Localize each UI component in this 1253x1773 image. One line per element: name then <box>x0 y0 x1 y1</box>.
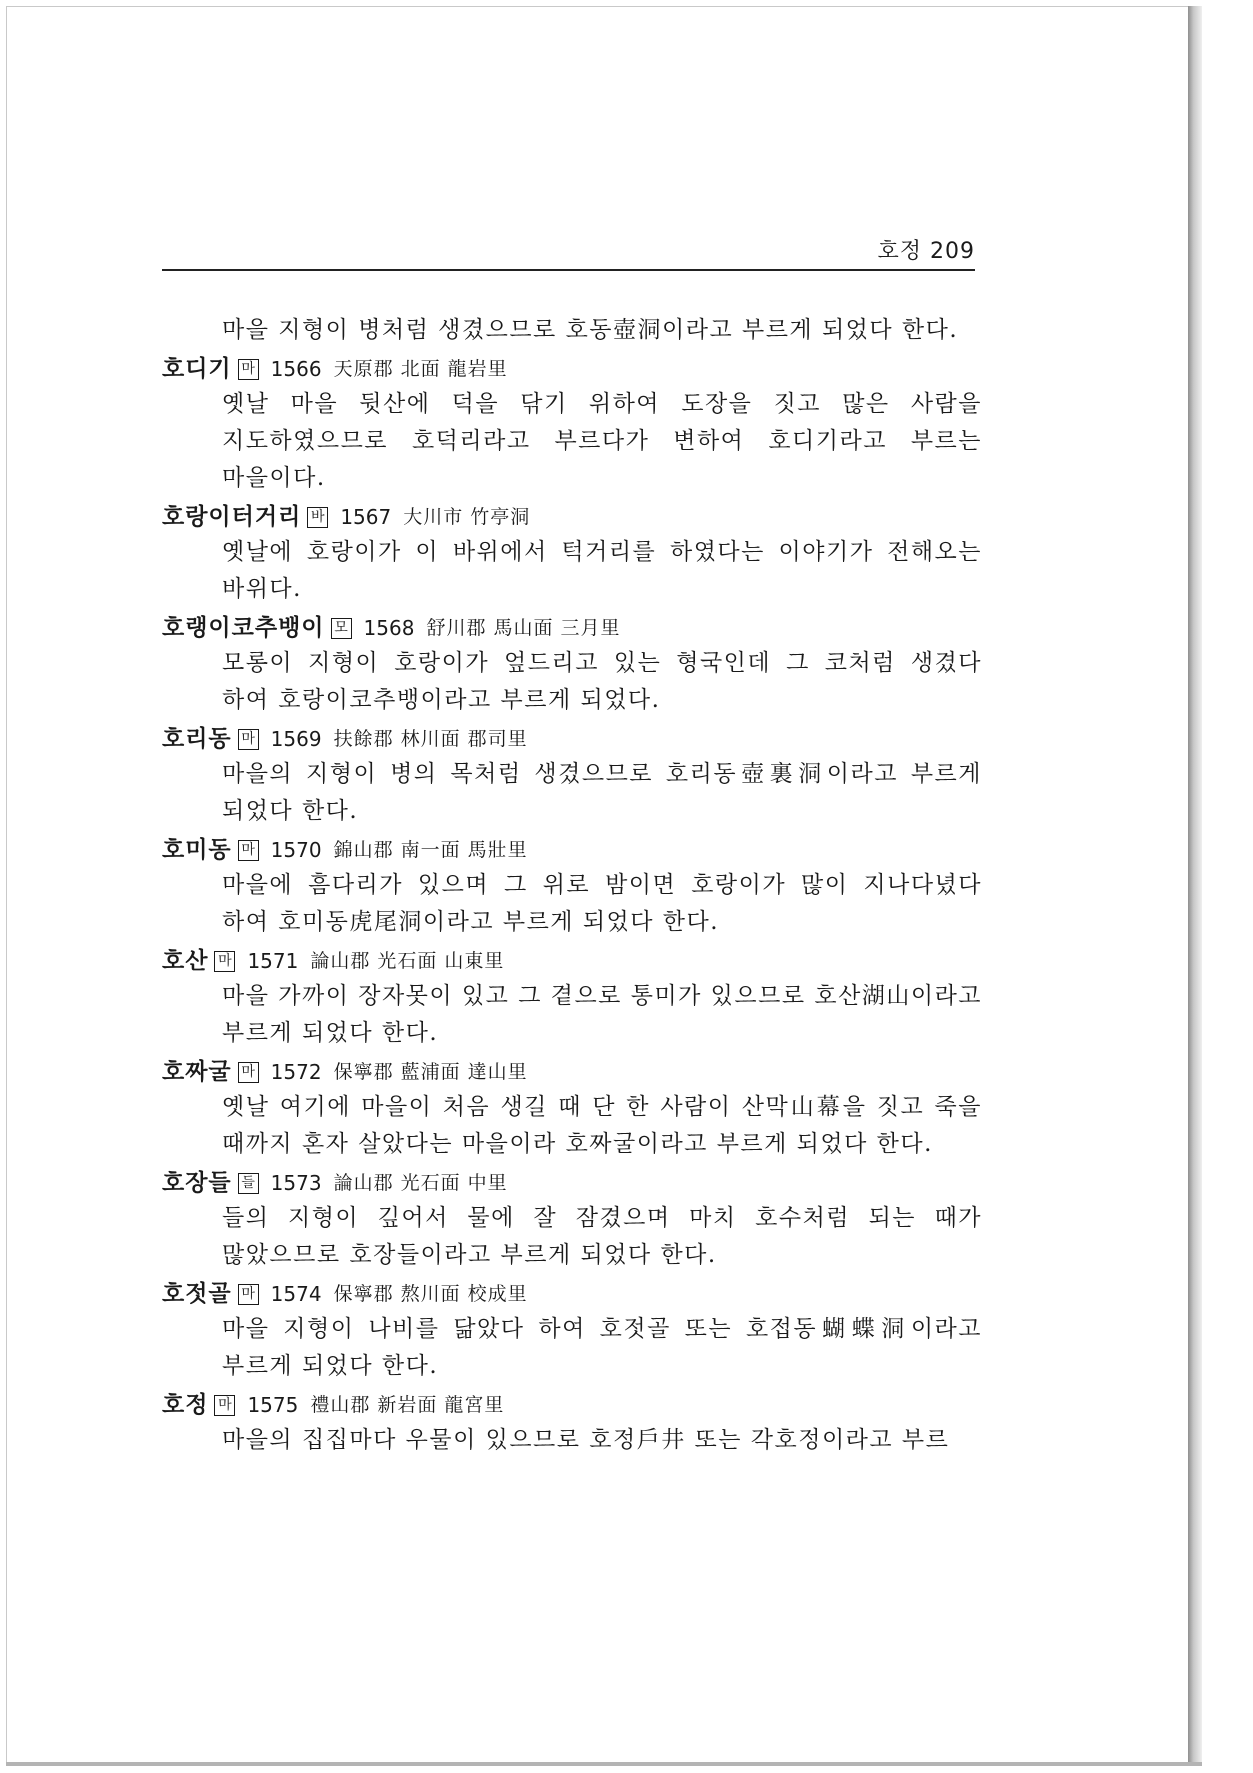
entry-description: 마을 가까이 장자못이 있고 그 곁으로 통미가 있으므로 호산湖山이라고 부르게 되었다 한다. <box>222 983 982 1046</box>
entry-location: 保寧郡 藍浦面 達山里 <box>333 1061 528 1083</box>
dictionary-entry <box>162 833 982 941</box>
entry-name: 호장들 <box>162 1169 232 1196</box>
header-rule <box>162 269 975 271</box>
entry-description: 옛날에 호랑이가 이 바위에서 턱거리를 하였다는 이야기가 전해오는 바위다. <box>222 539 982 602</box>
dictionary-content <box>162 312 982 1459</box>
entry-name: 호디기 <box>162 355 232 382</box>
entry-name: 호젓골 <box>162 1280 232 1307</box>
entry-heading <box>162 500 982 534</box>
entry-number: 1569 <box>270 727 322 751</box>
entry-description: 옛날 마을 뒷산에 덕을 닦기 위하여 도장을 짓고 많은 사람을 지도하였으므로 호덕리라고 부르다가 변하여 호디기라고 부르는 마을이다. <box>222 391 982 491</box>
entry-number: 1575 <box>247 1393 299 1417</box>
entry-type-badge: 마 <box>238 1284 259 1305</box>
entry-location: 保寧郡 熬川面 校成里 <box>333 1283 528 1305</box>
dictionary-entry <box>162 611 982 719</box>
page-bottom-edge <box>6 1762 1202 1766</box>
entry-type-badge: 마 <box>214 1395 235 1416</box>
entry-name: 호랑이터거리 <box>162 503 302 530</box>
entry-type-badge: 마 <box>214 951 235 972</box>
entry-location: 大川市 竹亭洞 <box>403 506 531 528</box>
dictionary-entry <box>162 352 982 497</box>
entry-location: 禮山郡 新岩面 龍宮里 <box>310 1394 505 1416</box>
entry-heading <box>162 833 982 867</box>
entry-description: 들의 지형이 깊어서 물에 잘 잠겼으며 마치 호수처럼 되는 때가 많았으므로 호장들이라고 부르게 되었다 한다. <box>222 1205 982 1268</box>
entry-location: 論山郡 光石面 中里 <box>333 1172 508 1194</box>
entry-description: 마을 지형이 나비를 닮았다 하여 호젓골 또는 호접동蝴蝶洞이라고 부르게 되었다 한다. <box>222 1316 982 1379</box>
dictionary-entry <box>162 722 982 830</box>
entry-type-badge: 마 <box>238 1062 259 1083</box>
entry-heading <box>162 1388 982 1422</box>
entry-number: 1567 <box>340 505 392 529</box>
entry-name: 호리동 <box>162 725 232 752</box>
entry-name: 호산 <box>162 947 209 974</box>
dictionary-entry <box>162 500 982 608</box>
entry-heading <box>162 722 982 756</box>
entry-list <box>162 352 982 1459</box>
entry-heading <box>162 1055 982 1089</box>
entry-type-badge: 마 <box>238 359 259 380</box>
entry-number: 1572 <box>270 1060 322 1084</box>
entry-type-badge: 모 <box>331 618 352 639</box>
entry-heading <box>162 1166 982 1200</box>
entry-type-badge: 마 <box>238 840 259 861</box>
entry-number: 1574 <box>270 1282 322 1306</box>
entry-heading <box>162 611 982 645</box>
dictionary-entry <box>162 944 982 1052</box>
entry-name: 호랭이코추뱅이 <box>162 614 325 641</box>
entry-location: 天原郡 北面 龍岩里 <box>333 358 508 380</box>
entry-description: 마을의 지형이 병의 목처럼 생겼으므로 호리동壺裏洞이라고 부르게 되었다 한다. <box>222 761 982 824</box>
dictionary-entry <box>162 1277 982 1385</box>
entry-number: 1566 <box>270 357 322 381</box>
entry-location: 舒川郡 馬山面 三月里 <box>426 617 621 639</box>
entry-number: 1571 <box>247 949 299 973</box>
entry-heading <box>162 1277 982 1311</box>
entry-location: 扶餘郡 林川面 郡司里 <box>333 728 528 750</box>
entry-heading <box>162 944 982 978</box>
entry-description: 옛날 여기에 마을이 처음 생길 때 단 한 사람이 산막山幕을 짓고 죽을 때까지 혼자 살았다는 마을이라 호짜굴이라고 부르게 되었다 한다. <box>222 1094 982 1157</box>
running-head: 호정 209 <box>877 239 975 264</box>
entry-number: 1570 <box>270 838 322 862</box>
entry-description: 모롱이 지형이 호랑이가 엎드리고 있는 형국인데 그 코처럼 생겼다 하여 호랑이코추뱅이라고 부르게 되었다. <box>222 650 982 713</box>
entry-heading <box>162 352 982 386</box>
entry-name: 호미동 <box>162 836 232 863</box>
dictionary-entry <box>162 1388 982 1459</box>
entry-type-badge: 들 <box>238 1173 259 1194</box>
dictionary-entry <box>162 1055 982 1163</box>
entry-name: 호짜굴 <box>162 1058 232 1085</box>
entry-number: 1573 <box>270 1171 322 1195</box>
entry-location: 錦山郡 南一面 馬壯里 <box>333 839 528 861</box>
entry-description: 마을에 흠다리가 있으며 그 위로 밤이면 호랑이가 많이 지나다녔다 하여 호미동虎尾洞이라고 부르게 되었다 한다. <box>222 872 982 935</box>
entry-type-badge: 바 <box>307 507 328 528</box>
entry-name: 호정 <box>162 1391 209 1418</box>
page-edge-shadow <box>1188 6 1202 1764</box>
entry-number: 1568 <box>363 616 415 640</box>
entry-description: 마을의 집집마다 우물이 있으므로 호정戶井 또는 각호정이라고 부르 <box>222 1427 950 1453</box>
continuation-paragraph: 마을 지형이 병처럼 생겼으므로 호동壺洞이라고 부르게 되었다 한다. <box>222 317 959 343</box>
entry-type-badge: 마 <box>238 729 259 750</box>
entry-location: 論山郡 光石面 山東里 <box>310 950 505 972</box>
dictionary-entry <box>162 1166 982 1274</box>
